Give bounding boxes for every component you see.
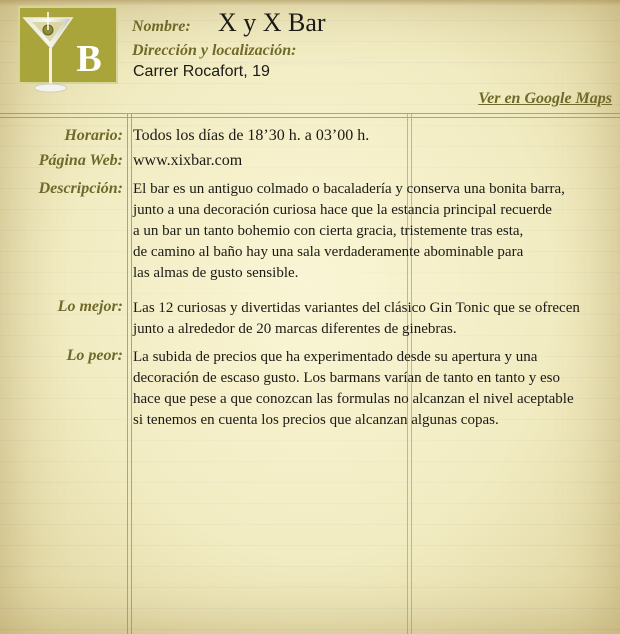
horario-label: Horario: <box>64 127 123 144</box>
lo-mejor-label: Lo mejor: <box>57 298 123 315</box>
descripcion-line: de camino al baño hay una sala verdaderamente abominable para <box>133 244 524 260</box>
lo-peor-line: La subida de precios que ha experimentado desde su apertura y una <box>133 349 538 365</box>
header-rule-line <box>0 113 620 114</box>
margin-line-left <box>127 113 128 634</box>
header-rule-line-double <box>0 117 620 118</box>
google-maps-link[interactable]: Ver en Google Maps <box>478 90 612 107</box>
descripcion-line: las almas de gusto sensible. <box>133 265 299 281</box>
website-link[interactable]: www.xixbar.com <box>133 152 243 169</box>
descripcion-label: Descripción: <box>38 180 123 197</box>
lo-mejor-line: junto a alrededor de 20 marcas diferentes de ginebras. <box>133 321 457 337</box>
lo-peor-label: Lo peor: <box>66 347 123 364</box>
lo-peor-line: decoración de escaso gusto. Los barmans varían de tanto en tanto y eso <box>133 370 560 386</box>
descripcion-line: El bar es un antiguo colmado o bacaladería y conserva una bonita barra, <box>133 181 565 197</box>
descripcion-line: junto a una decoración curiosa hace que la estancia principal recuerde <box>133 202 552 218</box>
bar-name: X y X Bar <box>218 8 326 37</box>
lo-peor-text <box>133 347 613 431</box>
lo-mejor-text <box>133 298 613 340</box>
web-label: Página Web: <box>38 152 123 169</box>
lo-peor-line: hace que pese a que conozcan las formulas no alcanzan el nivel aceptable <box>133 391 574 407</box>
margin-line-left-double <box>131 113 132 634</box>
lo-peor-line: si tenemos en cuenta los precios que alcanzan algunas copas. <box>133 412 499 428</box>
direccion-label: Dirección y localización: <box>132 42 297 59</box>
bar-logo <box>18 4 118 94</box>
nombre-label: Nombre: <box>132 18 191 35</box>
horario-value: Todos los días de 18’30 h. a 03’00 h. <box>133 127 370 144</box>
lo-mejor-line: Las 12 curiosas y divertidas variantes del clásico Gin Tonic que se ofrecen <box>133 300 580 316</box>
descripcion-line: a un bar un tanto bohemio con cierta gracia, tristemente tras esta, <box>133 223 524 239</box>
descripcion-text <box>133 179 613 284</box>
address-value: Carrer Rocafort, 19 <box>133 63 270 80</box>
logo-letter: B <box>76 38 102 80</box>
